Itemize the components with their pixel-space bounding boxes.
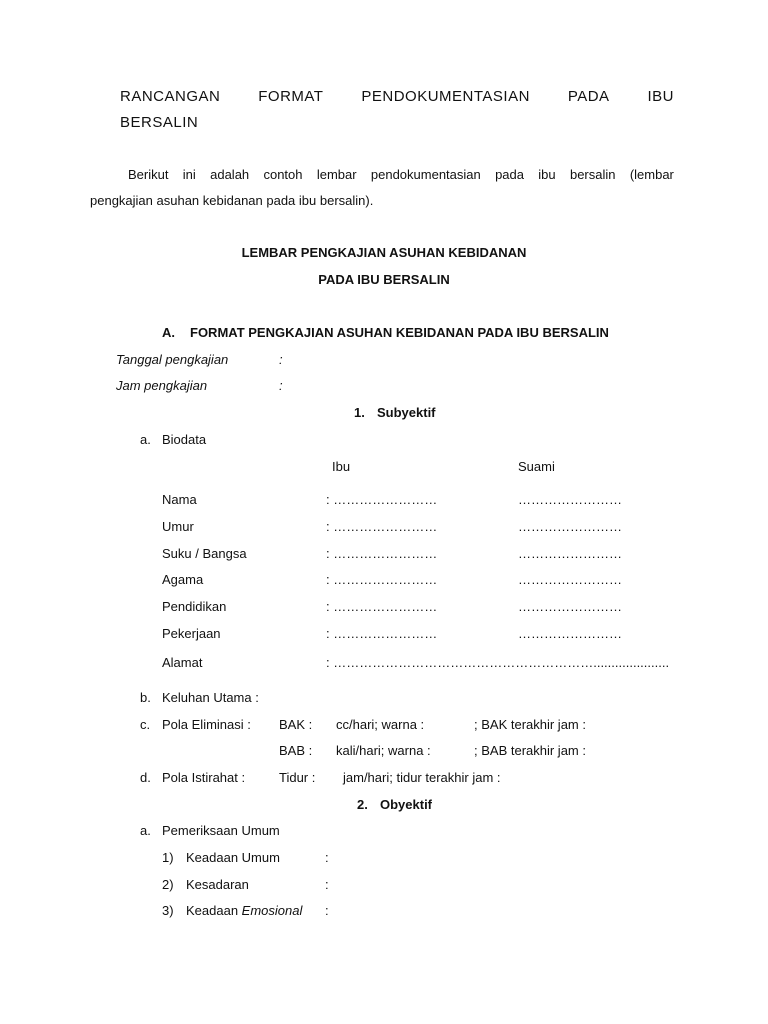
column-ibu: Ibu — [332, 459, 351, 474]
istirahat-marker: d. — [140, 770, 151, 785]
biodata-ibu-field: : …………………… — [326, 492, 438, 507]
keluhan-label: Keluhan Utama : — [162, 690, 259, 705]
intro-word: pendokumentasian — [370, 167, 481, 182]
section-a-marker: A. — [162, 325, 175, 340]
objective-item-number: 3) — [162, 903, 174, 918]
biodata-suami-field: …………………… — [518, 626, 622, 641]
biodata-row-label: Pekerjaan — [162, 626, 221, 641]
objective-item-label: Keadaan Emosional — [186, 903, 303, 918]
biodata-ibu-field: : …………………… — [326, 599, 438, 614]
biodata-row-label: Nama — [162, 492, 197, 507]
intro-word: ini — [182, 167, 196, 182]
intro-word: contoh — [263, 167, 303, 182]
subjective-title: Subyektif — [377, 405, 436, 420]
document-title — [120, 84, 674, 136]
biodata-marker: a. — [140, 432, 151, 447]
eliminasi-marker: c. — [140, 717, 151, 732]
assessment-date-colon: : — [279, 352, 283, 367]
subjective-number: 1. — [354, 405, 365, 420]
biodata-ibu-field: : …………………… — [326, 546, 438, 561]
intro-word: lembar — [316, 167, 357, 182]
alamat-label: Alamat — [162, 655, 203, 670]
assessment-date-label: Tanggal pengkajian — [116, 352, 229, 367]
objective-item-number: 2) — [162, 877, 174, 892]
istirahat-label: Pola Istirahat : — [162, 770, 246, 785]
tidur-key: Tidur : — [279, 770, 316, 785]
keluhan-marker: b. — [140, 690, 151, 705]
biodata-row-label: Agama — [162, 572, 204, 587]
objective-number: 2. — [357, 797, 368, 812]
objective-item-number: 1) — [162, 850, 174, 865]
intro-word: ibu — [538, 167, 556, 182]
intro-word: adalah — [210, 167, 250, 182]
exam-marker: a. — [140, 823, 151, 838]
bak-last: ; BAK terakhir jam : — [474, 717, 586, 732]
biodata-suami-field: …………………… — [518, 546, 622, 561]
objective-item-colon: : — [325, 903, 329, 918]
objective-title: Obyektif — [380, 797, 433, 812]
intro-paragraph — [90, 162, 674, 214]
tidur-unit: jam/hari; tidur terakhir jam : — [343, 770, 501, 785]
assessment-time-label: Jam pengkajian — [116, 378, 208, 393]
intro-line-2: pengkajian asuhan kebidanan pada ibu bersalin). — [90, 193, 374, 208]
intro-word: bersalin — [569, 167, 616, 182]
biodata-suami-field: …………………… — [518, 519, 622, 534]
sheet-title-line-2: PADA IBU BERSALIN — [318, 272, 450, 287]
biodata-row-label: Pendidikan — [162, 599, 227, 614]
objective-item-label: Kesadaran — [186, 877, 249, 892]
bak-unit: cc/hari; warna : — [336, 717, 425, 732]
objective-item-label: Keadaan Umum — [186, 850, 280, 865]
eliminasi-label: Pola Eliminasi : — [162, 717, 251, 732]
sheet-title-line-1: LEMBAR PENGKAJIAN ASUHAN KEBIDANAN — [241, 245, 527, 260]
bab-key: BAB : — [279, 743, 313, 758]
intro-line-1 — [90, 162, 674, 188]
biodata-suami-field: …………………… — [518, 492, 622, 507]
title-word: FORMAT — [258, 88, 324, 105]
biodata-ibu-field: : …………………… — [326, 519, 438, 534]
objective-item-colon: : — [325, 850, 329, 865]
title-line-1 — [120, 84, 674, 110]
biodata-row-label: Suku / Bangsa — [162, 546, 247, 561]
biodata-ibu-field: : …………………… — [326, 572, 438, 587]
section-a-title: FORMAT PENGKAJIAN ASUHAN KEBIDANAN PADA IBU BERSALIN — [190, 325, 609, 340]
intro-word: pada — [495, 167, 524, 182]
column-suami: Suami — [518, 459, 555, 474]
intro-word: Berikut — [128, 167, 169, 182]
exam-label: Pemeriksaan Umum — [162, 823, 280, 838]
biodata-row-label: Umur — [162, 519, 194, 534]
title-word: PENDOKUMENTASIAN — [361, 88, 530, 105]
title-word: PADA — [567, 88, 610, 105]
title-word: RANCANGAN — [120, 88, 221, 105]
title-line-2: BERSALIN — [120, 114, 199, 131]
bab-unit: kali/hari; warna : — [336, 743, 431, 758]
alamat-field: : ……………………………………………………..................... — [326, 655, 670, 670]
biodata-label: Biodata — [162, 432, 207, 447]
objective-item-colon: : — [325, 877, 329, 892]
biodata-ibu-field: : …………………… — [326, 626, 438, 641]
bab-last: ; BAB terakhir jam : — [474, 743, 586, 758]
intro-word: (lembar — [629, 167, 674, 182]
assessment-time-colon: : — [279, 378, 283, 393]
title-word: IBU — [647, 88, 674, 105]
biodata-suami-field: …………………… — [518, 599, 622, 614]
bak-key: BAK : — [279, 717, 313, 732]
biodata-suami-field: …………………… — [518, 572, 622, 587]
